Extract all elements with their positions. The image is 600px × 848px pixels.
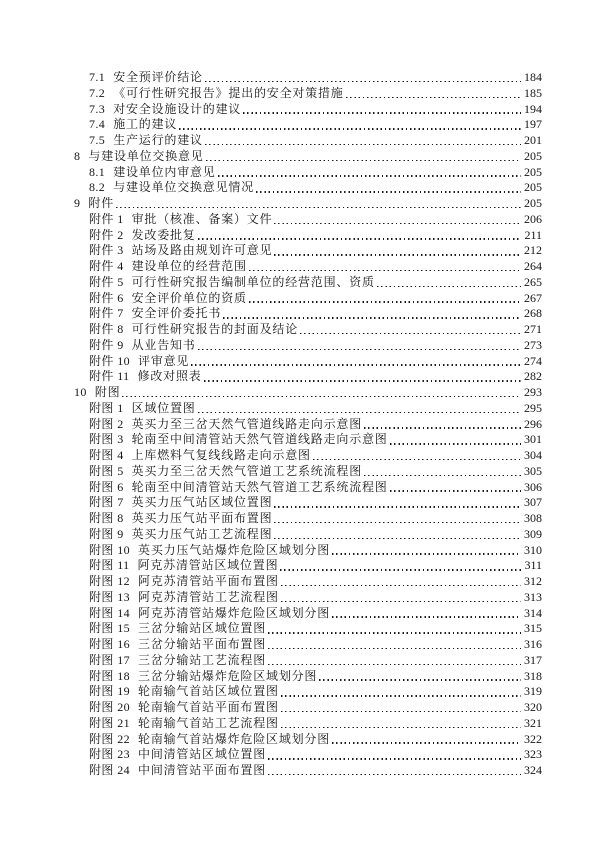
dot-leader (268, 758, 521, 759)
dot-leader (313, 459, 521, 460)
toc-entry-number: 8.2 (89, 180, 106, 195)
toc-entry-number: 8 (74, 148, 81, 163)
dot-leader (179, 128, 521, 129)
dot-leader (198, 412, 521, 413)
toc-entry-title: 与建设单位交换意见 (88, 148, 204, 163)
toc-entry-page: 306 (524, 479, 542, 494)
dot-leader (218, 175, 521, 176)
toc-entry-number: 7.1 (89, 70, 106, 84)
dot-leader (332, 553, 521, 554)
dot-leader (377, 286, 521, 287)
toc-entry-page: 293 (524, 385, 542, 399)
toc-entry (0, 228, 600, 244)
toc-entry-title: 从业告知书 (131, 337, 196, 352)
toc-entry (0, 401, 600, 417)
toc-entry-title: 阿克苏清管站区域位置图 (137, 558, 279, 573)
toc-entry-title: 生产运行的建议 (113, 133, 203, 147)
dot-leader (205, 81, 521, 82)
toc-entry (0, 133, 600, 149)
dot-leader (204, 380, 521, 381)
toc-entry-page: 267 (524, 290, 542, 305)
toc-entry-number: 8.1 (89, 164, 106, 179)
toc-entry-title: 轮南输气首站区域位置图 (138, 684, 279, 699)
toc-entry-title: 《可行性研究报告》提出的安全对策措施 (113, 85, 344, 100)
toc-entry-number: 附图 17 (89, 652, 131, 667)
toc-entry-title: 轮南输气首站工艺流程图 (138, 715, 279, 730)
toc-entry-page: 307 (524, 495, 542, 510)
dot-leader (274, 538, 521, 539)
toc-entry-title: 三岔分输站平面布置图 (138, 637, 267, 651)
toc-entry-number: 7.3 (89, 101, 106, 116)
toc-entry-page: 295 (524, 400, 542, 415)
dot-leader (364, 427, 521, 428)
toc-entry-number: 附件 10 (89, 353, 131, 368)
toc-entry-page: 265 (524, 274, 542, 289)
toc-entry-title: 建设单位内审意见 (113, 164, 216, 179)
toc-entry-number: 附件 8 (89, 322, 124, 336)
dot-leader (268, 774, 521, 775)
toc-entry-page: 310 (524, 542, 542, 557)
toc-entry-number: 附件 1 (89, 211, 124, 226)
toc-entry-page: 308 (524, 511, 542, 525)
toc-entry-number: 附图 22 (89, 731, 131, 746)
toc-entry (0, 653, 600, 669)
dot-leader (122, 396, 521, 397)
toc-entry-number: 10 (74, 385, 87, 399)
toc-entry-number: 附件 4 (89, 259, 124, 273)
toc-entry (0, 354, 600, 370)
dot-leader (268, 648, 521, 649)
toc-entry-title: 可行性研究报告编制单位的经营范围、资质 (131, 274, 375, 289)
toc-entry-page: 271 (524, 322, 542, 336)
toc-entry-page: 319 (524, 684, 542, 699)
toc-entry (0, 543, 600, 559)
toc-entry-page: 184 (524, 70, 542, 84)
toc-entry-number: 附件 3 (89, 243, 124, 258)
toc-entry-page: 305 (524, 463, 542, 478)
toc-entry-number: 附图 8 (89, 511, 124, 525)
toc-entry (0, 574, 600, 590)
toc-entry-title: 英买力压气站工艺流程图 (131, 526, 273, 541)
toc-entry-number: 附图 6 (89, 479, 124, 494)
dot-leader (281, 585, 521, 586)
toc-entry-page: 205 (524, 164, 542, 179)
toc-entry-title: 安全评价委托书 (131, 306, 222, 321)
toc-entry-title: 安全评价单位的资质 (131, 290, 247, 305)
toc-entry-page: 268 (524, 306, 542, 321)
toc-entry (0, 338, 600, 354)
toc-entry-title: 三岔分输站爆炸危险区域划分图 (138, 668, 318, 683)
toc-entry (0, 70, 600, 86)
toc-entry-number: 7.5 (89, 133, 106, 147)
toc-entry-number: 附图 16 (89, 637, 131, 651)
toc-entry-title: 三岔分输站工艺流程图 (138, 652, 267, 667)
toc-entry-number: 附图 20 (89, 700, 131, 714)
toc-entry (0, 417, 600, 433)
toc-entry-title: 上库燃料气复线线路走向示意图 (131, 448, 311, 462)
toc-entry-title: 评审意见 (138, 353, 190, 368)
dot-leader (191, 364, 521, 365)
toc-entry (0, 86, 600, 102)
toc-entry (0, 432, 600, 448)
toc-entry (0, 669, 600, 685)
dot-leader (198, 349, 521, 350)
toc-entry-number: 附图 5 (89, 463, 124, 478)
toc-entry (0, 165, 600, 181)
toc-entry-page: 197 (524, 117, 542, 132)
toc-entry-title: 建设单位的经营范围 (131, 259, 247, 273)
toc-entry-page: 194 (524, 101, 542, 116)
toc-entry-page: 321 (524, 715, 542, 730)
toc-entry (0, 684, 600, 700)
toc-entry (0, 732, 600, 748)
toc-entry-page: 311 (524, 558, 542, 573)
toc-entry-number: 附件 6 (89, 290, 124, 305)
toc-entry-title: 对安全设施设计的建议 (113, 101, 242, 116)
toc-entry-number: 附图 12 (89, 574, 131, 588)
toc-entry-title: 英买力至三岔天然气管道工艺系统流程图 (131, 463, 363, 478)
dot-leader (274, 254, 521, 255)
toc-entry-number: 附图 24 (89, 763, 131, 777)
toc-entry-number: 7.2 (89, 85, 106, 100)
toc-entry-title: 阿克苏清管站平面布置图 (138, 574, 279, 588)
dot-leader (346, 97, 521, 98)
toc-entry (0, 606, 600, 622)
toc-entry-title: 站场及路由规划许可意见 (131, 243, 273, 258)
toc-entry-page: 314 (524, 605, 542, 620)
toc-entry (0, 196, 600, 212)
toc-entry-title: 英买力至三岔天然气管道线路走向示意图 (131, 416, 363, 431)
dot-leader (205, 144, 521, 145)
toc-entry-title: 英买力压气站区域位置图 (131, 495, 273, 510)
toc-entry-page: 296 (524, 416, 542, 431)
toc-entry-number: 附图 19 (89, 684, 131, 699)
toc-entry-title: 修改对照表 (137, 369, 202, 384)
toc-entry-title: 发改委批复 (131, 227, 196, 242)
toc-entry-title: 轮南至中间清管站天然气管道工艺系统流程图 (131, 479, 388, 494)
dot-leader (390, 443, 521, 444)
toc-entry-title: 三岔分输站区域位置图 (138, 621, 267, 636)
toc-entry-page: 309 (524, 526, 542, 541)
toc-entry-number: 附件 7 (89, 306, 124, 321)
toc-entry-page: 185 (524, 85, 542, 100)
toc-entry-number: 9 (74, 196, 81, 210)
dot-leader (116, 207, 521, 208)
toc-entry-number: 附件 2 (89, 227, 124, 242)
dot-leader (268, 664, 521, 665)
toc-entry (0, 385, 600, 401)
toc-list (0, 70, 600, 779)
toc-entry-page: 315 (524, 621, 542, 636)
toc-entry-number: 附图 10 (89, 542, 131, 557)
dot-leader (274, 223, 521, 224)
toc-entry-title: 轮南至中间清管站天然气管道线路走向示意图 (131, 432, 388, 447)
toc-entry (0, 527, 600, 543)
toc-entry-number: 附图 4 (89, 448, 124, 462)
toc-entry (0, 700, 600, 716)
toc-entry (0, 243, 600, 259)
dot-leader (274, 506, 521, 507)
dot-leader (332, 742, 521, 743)
toc-entry-title: 阿克苏清管站爆炸危险区域划分图 (138, 605, 331, 620)
toc-entry-title: 可行性研究报告的封面及结论 (131, 322, 299, 336)
toc-entry-page: 313 (524, 589, 542, 604)
toc-entry-page: 264 (524, 259, 542, 273)
dot-leader (280, 569, 521, 570)
toc-entry-title: 附图 (94, 385, 121, 399)
toc-entry-number: 附图 7 (89, 495, 124, 510)
dot-leader (274, 522, 521, 523)
toc-entry-page: 304 (524, 448, 542, 462)
toc-entry-number: 附图 15 (89, 621, 131, 636)
toc-entry (0, 149, 600, 165)
toc-entry-page: 316 (524, 637, 542, 651)
toc-entry (0, 291, 600, 307)
dot-leader (390, 490, 521, 491)
toc-entry-page: 320 (524, 700, 542, 714)
toc-entry-title: 英买力压气站平面布置图 (131, 511, 273, 525)
toc-entry (0, 511, 600, 527)
toc-entry-page: 212 (524, 243, 542, 258)
dot-leader (243, 112, 521, 113)
toc-entry-page: 206 (524, 211, 542, 226)
toc-entry-number: 附图 18 (89, 668, 131, 683)
toc-entry (0, 747, 600, 763)
dot-leader (223, 317, 521, 318)
toc-entry-page: 282 (524, 369, 542, 384)
toc-entry-number: 附件 9 (89, 337, 124, 352)
dot-leader (300, 333, 521, 334)
toc-entry (0, 763, 600, 779)
toc-entry (0, 637, 600, 653)
toc-entry-title: 英买力压气站爆炸危险区域划分图 (138, 542, 331, 557)
toc-entry-number: 附图 3 (89, 432, 124, 447)
dot-leader (281, 727, 521, 728)
toc-entry-title: 中间清管站平面布置图 (138, 763, 267, 777)
toc-entry-title: 阿克苏清管站工艺流程图 (138, 589, 279, 604)
toc-entry (0, 102, 600, 118)
dot-leader (206, 160, 521, 161)
toc-entry-page: 324 (524, 763, 542, 777)
dot-leader (319, 679, 521, 680)
toc-entry (0, 369, 600, 385)
toc-entry-number: 附件 11 (89, 369, 130, 384)
toc-entry-number: 7.4 (89, 117, 106, 132)
toc-entry-number: 附图 11 (89, 558, 130, 573)
toc-entry-number: 附图 14 (89, 605, 131, 620)
toc-entry-page: 323 (524, 747, 542, 762)
toc-entry-title: 附件 (88, 196, 115, 210)
toc-entry (0, 275, 600, 291)
toc-entry (0, 212, 600, 228)
toc-entry (0, 621, 600, 637)
toc-entry-number: 附图 9 (89, 526, 124, 541)
toc-entry-title: 安全预评价结论 (113, 70, 203, 84)
toc-entry-title: 区域位置图 (131, 400, 196, 415)
toc-entry (0, 480, 600, 496)
toc-entry-page: 318 (524, 668, 542, 683)
dot-leader (281, 601, 521, 602)
toc-entry-page: 312 (524, 574, 542, 588)
toc-entry-title: 轮南输气首站爆炸危险区域划分图 (138, 731, 331, 746)
toc-entry-page: 205 (524, 196, 542, 210)
dot-leader (249, 301, 521, 302)
toc-entry-page: 274 (524, 353, 542, 368)
toc-entry-title: 中间清管站区域位置图 (138, 747, 267, 762)
dot-leader (256, 191, 521, 192)
toc-entry (0, 180, 600, 196)
toc-entry (0, 590, 600, 606)
dot-leader (281, 695, 521, 696)
toc-entry-page: 301 (524, 432, 542, 447)
dot-leader (268, 632, 521, 633)
toc-entry-page: 322 (524, 731, 542, 746)
toc-entry (0, 306, 600, 322)
toc-entry-page: 273 (524, 337, 542, 352)
dot-leader (332, 616, 521, 617)
toc-entry (0, 558, 600, 574)
toc-entry-title: 施工的建议 (113, 117, 178, 132)
toc-entry-number: 附图 23 (89, 747, 131, 762)
toc-entry-title: 审批（核准、备案）文件 (131, 211, 273, 226)
toc-entry-number: 附图 2 (89, 416, 124, 431)
toc-entry (0, 259, 600, 275)
toc-entry-number: 附图 13 (89, 589, 131, 604)
toc-entry (0, 464, 600, 480)
toc-entry (0, 495, 600, 511)
toc-entry-page: 317 (524, 652, 542, 667)
dot-leader (249, 270, 521, 271)
toc-entry-page: 205 (524, 180, 542, 195)
toc-entry (0, 117, 600, 133)
toc-entry (0, 322, 600, 338)
toc-entry (0, 716, 600, 732)
dot-leader (364, 475, 521, 476)
toc-entry-title: 轮南输气首站平面布置图 (138, 700, 279, 714)
toc-entry-page: 211 (524, 227, 542, 242)
toc-entry (0, 448, 600, 464)
toc-entry-number: 附图 21 (89, 715, 131, 730)
toc-entry-page: 205 (524, 148, 542, 163)
dot-leader (198, 238, 522, 239)
dot-leader (281, 711, 521, 712)
toc-entry-number: 附图 1 (89, 400, 124, 415)
toc-entry-page: 201 (524, 133, 542, 147)
toc-entry-number: 附件 5 (89, 274, 124, 289)
toc-entry-title: 与建设单位交换意见情况 (113, 180, 255, 195)
